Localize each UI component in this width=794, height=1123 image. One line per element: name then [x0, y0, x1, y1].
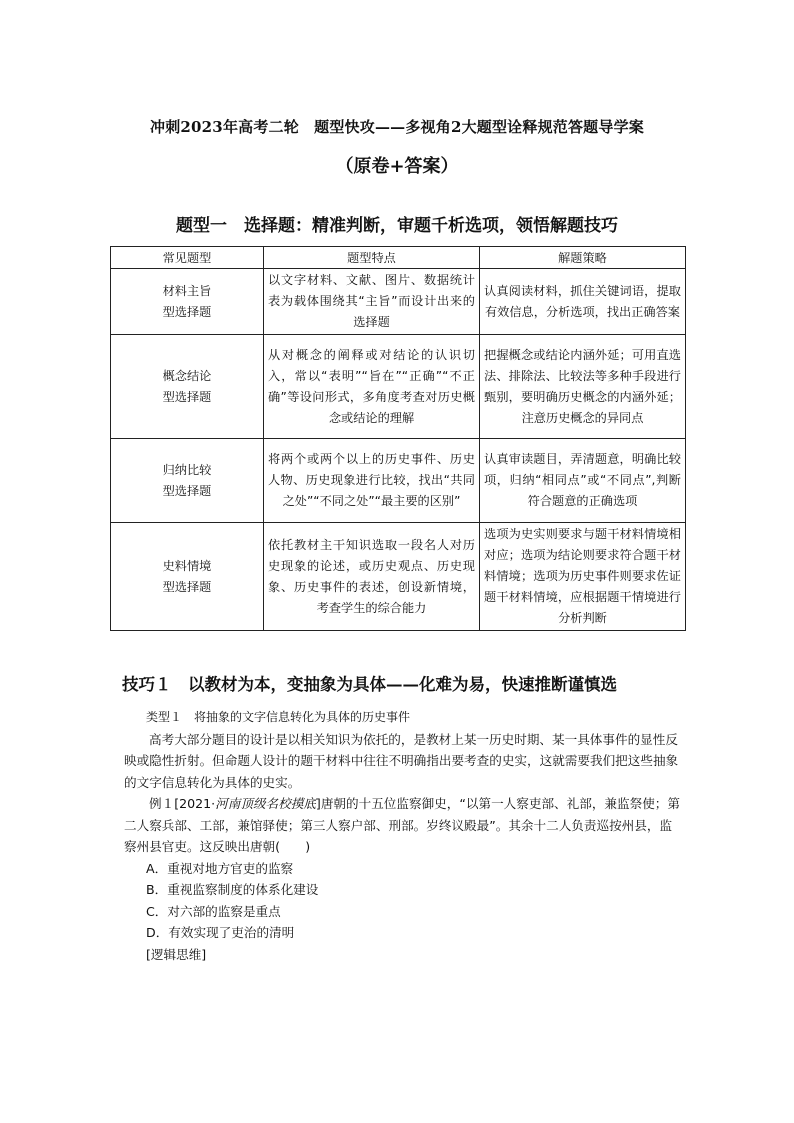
option-d: D．有效实现了吏治的清明	[146, 925, 295, 940]
table-header-row	[111, 247, 686, 269]
table-row	[111, 269, 686, 335]
row-type-text: 归纳比较 型选择题	[162, 462, 212, 498]
example-source: 河南顶级名校摸底	[215, 796, 316, 811]
row-type	[111, 523, 264, 631]
row-strategy: 把握概念或结论内涵外延；可用直选法、排除法、比较法等多种手段进行甄别，要明确历史概念的内涵外延；注意历史概念的异同点	[480, 335, 686, 439]
example-prefix: 例１[2021·	[149, 796, 216, 811]
intro-paragraph: 高考大部分题目的设计是以相关知识为依托的，是教材上某一历史时期、某一具体事件的显性反映或隐性折射。但命题人设计的题干材料中往往不明确指出要考查的史实，这就需要我们把这些抽象的文字信息转化为具体的史实。	[124, 731, 679, 790]
row-feature: 从对概念的阐释或对结论的认识切入，常以“表明”“旨在”“正确”“不正确”等设问形式，多角度考查对历史概念或结论的理解	[264, 335, 480, 439]
section-heading: 题型一 选择题：精准判断，审题千析选项，领悟解题技巧	[176, 216, 618, 236]
question-type-table	[110, 246, 686, 631]
row-type	[111, 335, 264, 439]
row-feature: 依托教材主干知识选取一段名人对历史现象的论述，或历史观点、历史现象、历史事件的表述，创设新情境，考查学生的综合能力	[264, 523, 480, 631]
column-header-type: 常见题型	[111, 247, 264, 269]
type-label: 类型１ 将抽象的文字信息转化为具体的历史事件	[146, 710, 411, 724]
document-title: 冲刺2023年高考二轮 题型快攻——多视角2大题型诠释规范答题导学案	[150, 118, 644, 136]
tip-heading: 技巧１ 以教材为本，变抽象为具体——化难为易，快速推断谨慎选	[122, 675, 617, 694]
row-type-text: 概念结论 型选择题	[162, 368, 212, 404]
row-feature: 以文字材料、文献、图片、数据统计表为载体围绕其“主旨”而设计出来的选择题	[264, 269, 480, 335]
row-strategy: 认真审读题目，弄清题意，明确比较项，归纳“相同点”或“不同点”,判断符合题意的正确选项	[480, 439, 686, 523]
column-header-strategy: 解题策略	[480, 247, 686, 269]
logic-label: [逻辑思维]	[146, 946, 207, 962]
option-c: C．对六部的监察是重点	[146, 903, 281, 919]
row-strategy: 选项为史实则要求与题干材料情境相对应；选项为结论则要求符合题干材料情境；选项为历史事件则要求佐证题干材料情境，应根据题干情境进行分析判断	[480, 523, 686, 631]
row-type	[111, 269, 264, 335]
table-row	[111, 335, 686, 439]
row-type	[111, 439, 264, 523]
table-row	[111, 523, 686, 631]
row-type-text: 史料情境 型选择题	[162, 558, 212, 594]
row-feature: 将两个或两个以上的历史事件、历史人物、历史现象进行比较，找出“共同之处”“不同之处”“最主要的区别”	[264, 439, 480, 523]
example-question	[124, 793, 684, 858]
document-subtitle: （原卷+答案）	[335, 156, 459, 177]
example-text: ]唐朝的十五位监察御史，“以第一人察吏部、礼部，兼监祭使；第二人察兵部、工部，兼馆驿使；第三人察户部、刑部。岁终议殿最”。其余十二人负责巡按州县，监察州县官吏。这反映出唐朝( )	[124, 796, 680, 854]
row-type-text: 材料主旨 型选择题	[162, 283, 212, 319]
option-b: B．重视监察制度的体系化建设	[146, 882, 319, 897]
table-row	[111, 439, 686, 523]
column-header-feature: 题型特点	[264, 247, 480, 269]
row-strategy: 认真阅读材料，抓住关键词语，提取有效信息，分析选项，找出正确答案	[480, 269, 686, 335]
option-a: A．重视对地方官吏的监察	[146, 860, 294, 876]
tip-body	[124, 707, 684, 965]
